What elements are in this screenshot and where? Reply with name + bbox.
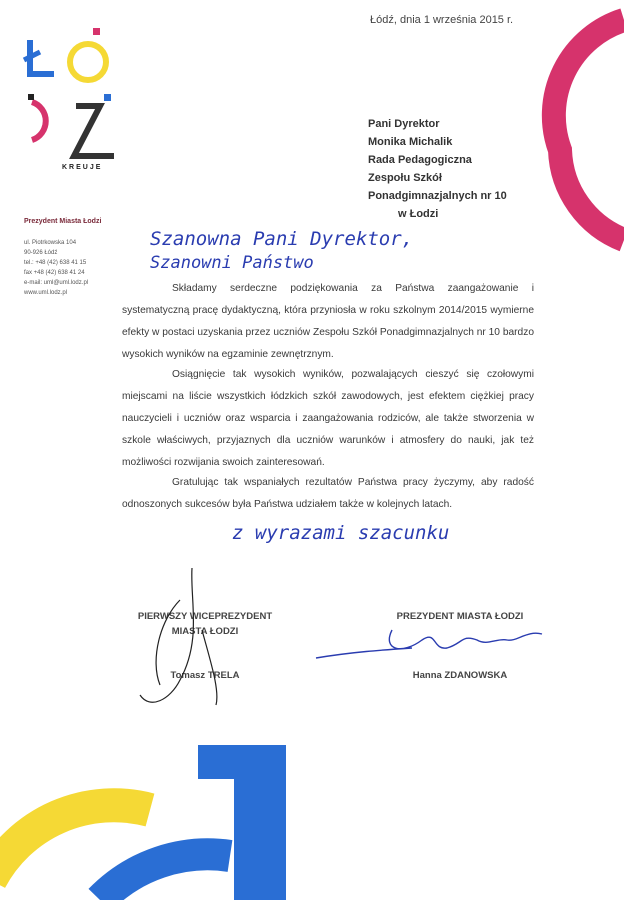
body-paragraph-2-text: Osiągnięcie tak wysokich wyników, pozwalających cieszyć się czołowymi miejscami na liście wszystkich łódzkich szkół zawodowych, jest efektem ciężkiej pracy nauczycieli i uczniów oraz wsparcia i zaangażowania rodziców, ale także stworzenia w szkole właściwych, przyjaznych dla uczniów warunków i atmosfery do nauki, jak też możliwości rozwijania swoich zainteresowań. [122,369,534,468]
recipient-line-1: Pani Dyrektor [368,118,440,130]
sidebar-email[interactable]: e-mail: uml@uml.lodz.pl [24,280,89,286]
logo-word: KREUJE [62,164,103,171]
left-signatory-name: Tomasz TRELA [170,670,240,681]
recipient-line-5: Ponadgimnazjalnych nr 10 [368,190,507,202]
right-signatory-title: PREZYDENT MIASTA ŁODZI [396,611,524,622]
body-paragraph-3 [122,472,534,516]
blue-arc-shape [100,854,230,900]
sidebar-phone: tel.: +48 (42) 638 41 15 [24,260,87,266]
recipient-line-4: Zespołu Szkół [368,172,442,184]
letter-date: Łódź, dnia 1 września 2015 r. [370,14,514,26]
sidebar-title: Prezydent Miasta Łodzi [24,218,102,225]
pink-arc-shape [554,20,624,240]
body-paragraph-3-text: Gratulując tak wspaniałych rezultatów Państwa pracy życzymy, aby radość odnoszonych sukcesów była Państwa udziałem także w kolejnych latach. [122,477,534,510]
handwritten-greeting-2: Szanowni Państwo [150,253,314,273]
sidebar-fax: fax +48 (42) 638 41 24 [24,270,85,276]
blue-bar-top-shape [198,745,286,779]
body-paragraph-2 [122,364,534,474]
body-paragraph-1 [122,278,534,366]
sidebar-website[interactable]: www.uml.lodz.pl [24,290,68,296]
left-signatory-title-1: PIERWSZY WICEPREZYDENT [137,611,273,622]
handwritten-greeting-1: Szanowna Pani Dyrektor, [150,228,414,250]
sidebar-address-street: ul. Piotrkowska 104 [24,240,77,246]
recipient-line-6: w Łodzi [398,208,439,220]
body-paragraph-1-text: Składamy serdeczne podziękowania za Państwa zaangażowanie i systematyczną pracę dydaktyczną, która przyniosła w roku szkolnym 2014/2015 wymierne efekty w postaci uzyskania przez uczniów Zespołu Szkół Ponadgimnazjalnych nr 10 bardzo wysokich wyników na egzaminie zewnętrznym. [122,283,534,360]
left-signatory-title-2: MIASTA ŁODZI [171,626,239,637]
left-signature-scribble [120,560,240,710]
recipient-line-3: Rada Pedagogiczna [368,154,472,166]
right-signatory-name: Hanna ZDANOWSKA [412,670,508,681]
right-signature-scribble [312,620,552,665]
sidebar-address-city: 90-926 Łódź [24,250,58,256]
handwritten-closing: z wyrazami szacunku [232,522,450,544]
recipient-line-2: Monika Michalik [368,136,453,148]
lodz-kreuje-logo [18,22,130,182]
